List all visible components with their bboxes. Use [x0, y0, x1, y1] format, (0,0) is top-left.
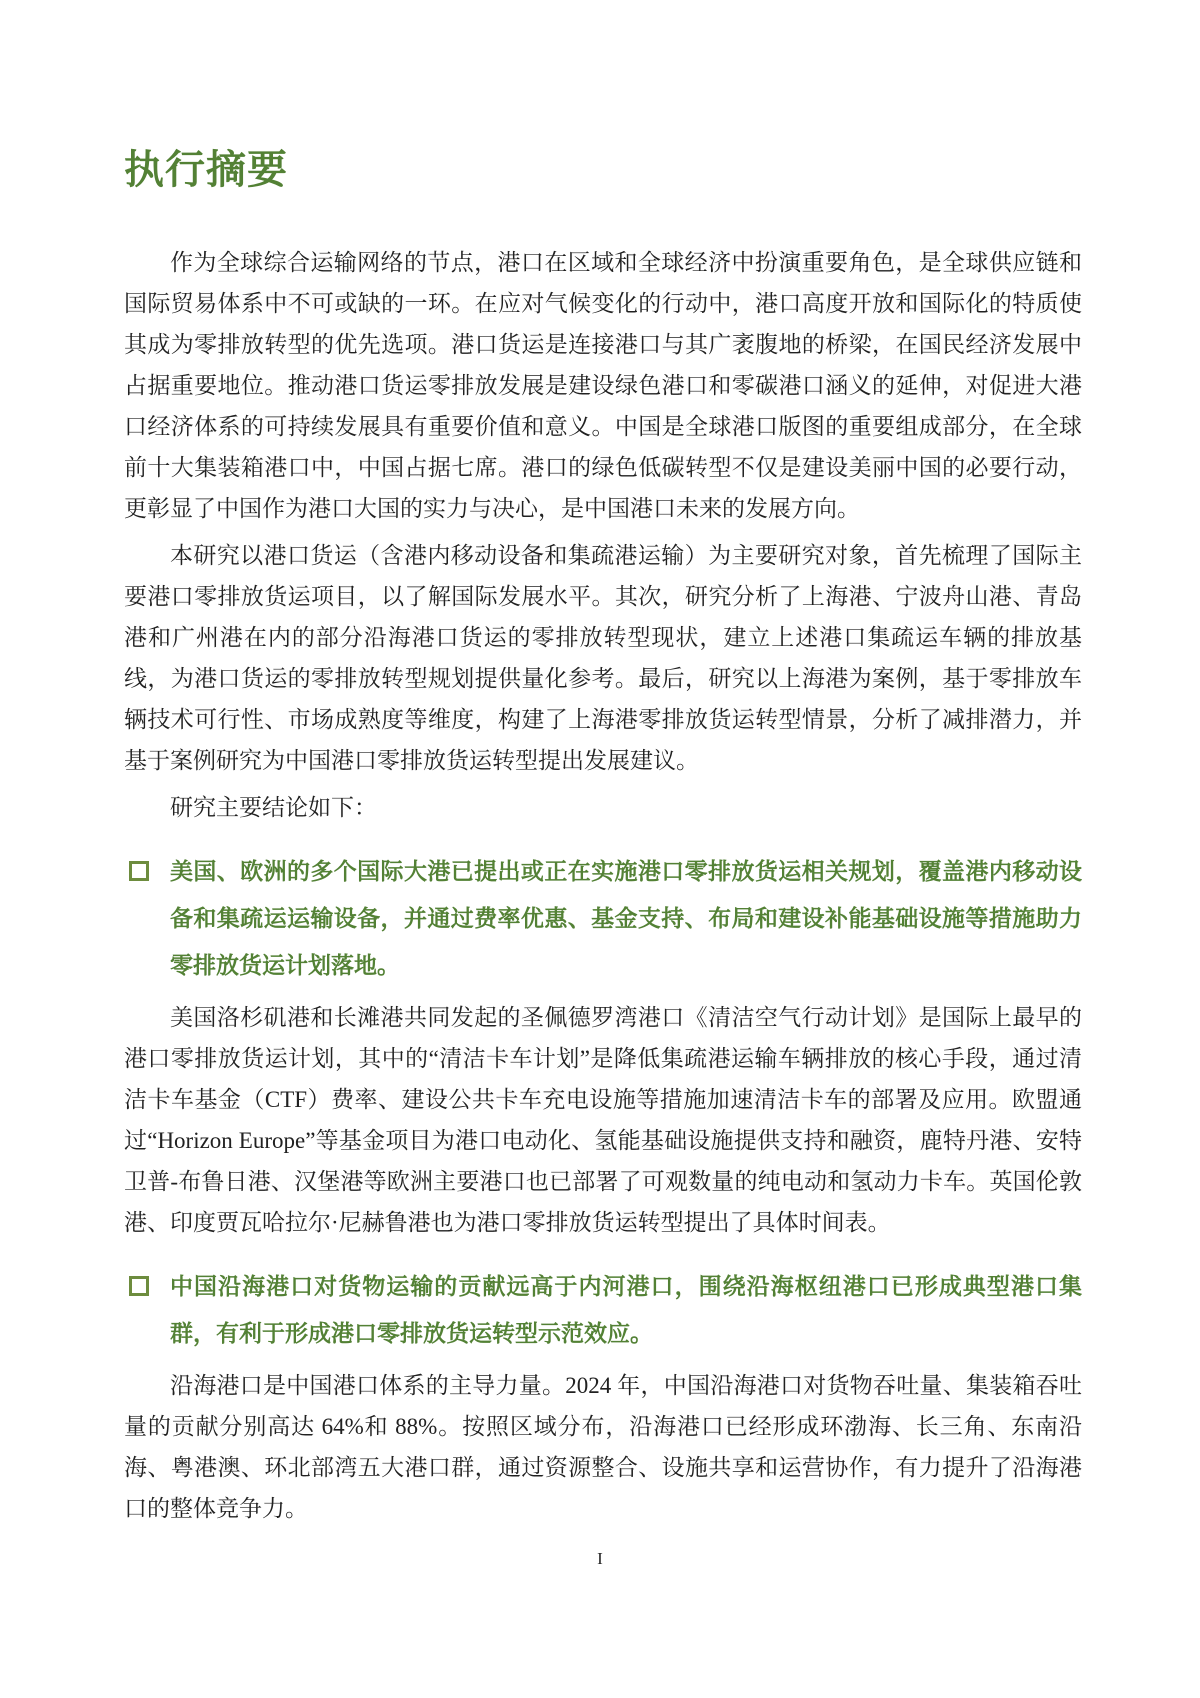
bullet-item-china-coastal-ports — [124, 1263, 1082, 1357]
hollow-square-bullet-icon — [129, 861, 149, 881]
bullet-item-international-ports — [124, 848, 1082, 989]
paragraph-coastal-port-stats: 沿海港口是中国港口体系的主导力量。2024 年，中国沿海港口对货物吞吐量、集装箱吞吐量的贡献分别高达 64%和 88%。按照区域分布，沿海港口已经形成环渤海、长三角、东南沿海、粤港澳、环北部湾五大港口群，通过资源整合、设施共享和运营协作，有力提升了沿海港口的整体竞争力。 — [124, 1373, 1082, 1521]
bullet-marker — [124, 1263, 170, 1296]
bullet-marker — [124, 848, 170, 881]
paragraph-conclusions-lead-in: 研究主要结论如下： — [170, 795, 377, 820]
bullet-text: 中国沿海港口对货物运输的贡献远高于内河港口，围绕沿海枢纽港口已形成典型港口集群，有利于形成港口零排放货运转型示范效应。 — [170, 1274, 1082, 1346]
paragraph-intro: 作为全球综合运输网络的节点，港口在区域和全球经济中扮演重要角色，是全球供应链和国际贸易体系中不可或缺的一环。在应对气候变化的行动中，港口高度开放和国际化的特质使其成为零排放转型的优先选项。港口货运是连接港口与其广袤腹地的桥梁，在国民经济发展中占据重要地位。推动港口货运零排放发展是建设绿色港口和零碳港口涵义的延伸，对促进大港口经济体系的可持续发展具有重要价值和意义。中国是全球港口版图的重要组成部分，在全球前十大集装箱港口中，中国占据七席。港口的绿色低碳转型不仅是建设美丽中国的必要行动，更彰显了中国作为港口大国的实力与决心，是中国港口未来的发展方向。 — [124, 250, 1082, 521]
paragraph-study-scope: 本研究以港口货运（含港内移动设备和集疏港运输）为主要研究对象，首先梳理了国际主要港口零排放货运项目，以了解国际发展水平。其次，研究分析了上海港、宁波舟山港、青岛港和广州港在内的部分沿海港口货运的零排放转型现状，建立上述港口集疏运车辆的排放基线，为港口货运的零排放转型规划提供量化参考。最后，研究以上海港为案例，基于零排放车辆技术可行性、市场成熟度等维度，构建了上海港零排放货运转型情景，分析了减排潜力，并基于案例研究为中国港口零排放货运转型提出发展建议。 — [124, 543, 1082, 773]
page-number: I — [597, 1549, 603, 1568]
page-content — [124, 0, 1082, 1535]
executive-summary-title: 执行摘要 — [124, 147, 288, 192]
paragraph-international-examples: 美国洛杉矶港和长滩港共同发起的圣佩德罗湾港口《清洁空气行动计划》是国际上最早的港口零排放货运计划，其中的“清洁卡车计划”是降低集疏港运输车辆排放的核心手段，通过清洁卡车基金（CTF）费率、建设公共卡车充电设施等措施加速清洁卡车的部署及应用。欧盟通过“Horizon Europe”等基金项目为港口电动化、氢能基础设施提供支持和融资，鹿特丹港、安特卫普-布鲁日港、汉堡港等欧洲主要港口也已部署了可观数量的纯电动和氢动力卡车。英国伦敦港、印度贾瓦哈拉尔·尼赫鲁港也为港口零排放货运转型提出了具体时间表。 — [124, 1005, 1082, 1235]
hollow-square-bullet-icon — [129, 1276, 149, 1296]
bullet-text: 美国、欧洲的多个国际大港已提出或正在实施港口零排放货运相关规划，覆盖港内移动设备和集疏运运输设备，并通过费率优惠、基金支持、布局和建设补能基础设施等措施助力零排放货运计划落地。 — [170, 859, 1082, 978]
